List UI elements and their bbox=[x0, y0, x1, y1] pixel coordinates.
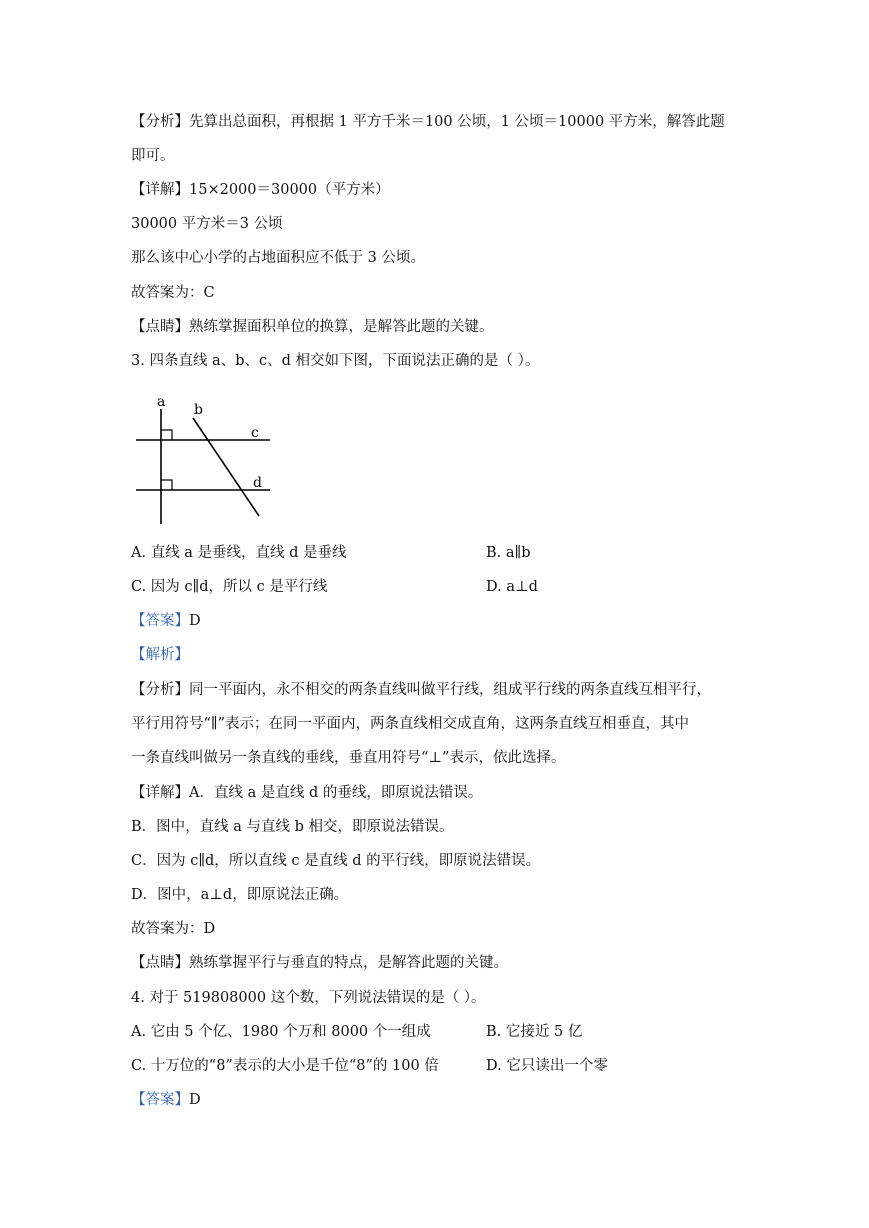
key-point-line: 【点睛】熟练掌握面积单位的换算，是解答此题的关键。 bbox=[131, 319, 494, 335]
answer-tag: 【答案】 bbox=[131, 613, 189, 629]
q3-detail-line-4: D．图中，a⊥d，即原说法正确。 bbox=[131, 887, 349, 903]
q3-explanation-tag: 【解析】 bbox=[131, 647, 189, 663]
label-d: d bbox=[253, 475, 262, 491]
question-4-stem: 4. 对于 519808000 这个数，下列说法错误的是（ ）。 bbox=[131, 990, 486, 1006]
q3-analysis-line-2: 平行用符号“∥”表示；在同一平面内，两条直线相交成直角，这两条直线互相垂直，其中 bbox=[131, 716, 690, 732]
solution-detail-line-3: 那么该中心小学的占地面积应不低于 3 公顷。 bbox=[131, 250, 425, 266]
answer-value: D bbox=[189, 613, 201, 629]
q3-option-d: D. a⊥d bbox=[486, 579, 538, 595]
q3-option-b: B. a∥b bbox=[486, 545, 531, 561]
right-angle-mark-c bbox=[161, 430, 172, 440]
q3-detail-line-3: C．因为 c∥d，所以直线 c 是直线 d 的平行线，即原说法错误。 bbox=[131, 853, 541, 869]
answer-tag: 【答案】 bbox=[131, 1092, 189, 1108]
solution-analysis-line-2: 即可。 bbox=[131, 148, 175, 164]
q3-detail-line-1: 【详解】A．直线 a 是直线 d 的垂线，即原说法错误。 bbox=[131, 785, 483, 801]
q3-answer bbox=[131, 611, 201, 631]
q3-key-point: 【点睛】熟练掌握平行与垂直的特点，是解答此题的关键。 bbox=[131, 955, 508, 971]
line-b bbox=[193, 418, 259, 516]
right-angle-mark-d bbox=[161, 480, 172, 490]
label-a: a bbox=[157, 394, 166, 410]
question-3-stem: 3. 四条直线 a、b、c、d 相交如下图，下面说法正确的是（ ）。 bbox=[131, 353, 540, 369]
q4-option-c: C. 十万位的“8”表示的大小是千位“8”的 100 倍 bbox=[131, 1058, 439, 1074]
solution-detail-line-1: 【详解】15×2000＝30000（平方米） bbox=[131, 182, 390, 198]
answer-statement: 故答案为：C bbox=[131, 285, 215, 301]
q3-option-a: A. 直线 a 是垂线，直线 d 是垂线 bbox=[131, 545, 347, 561]
solution-analysis-line-1: 【分析】先算出总面积，再根据 1 平方千米＝100 公顷，1 公顷＝10000 平方米，解答此题 bbox=[131, 114, 725, 130]
label-b: b bbox=[194, 402, 203, 418]
q4-answer bbox=[131, 1090, 201, 1110]
q3-option-c: C. 因为 c∥d，所以 c 是平行线 bbox=[131, 579, 328, 595]
q3-analysis-line-1: 【分析】同一平面内，永不相交的两条直线叫做平行线，组成平行线的两条直线互相平行， bbox=[131, 682, 711, 698]
q3-analysis-line-3: 一条直线叫做另一条直线的垂线，垂直用符号“⊥”表示，依此选择。 bbox=[131, 750, 566, 766]
q4-option-d: D. 它只读出一个零 bbox=[486, 1058, 608, 1074]
solution-detail-line-2: 30000 平方米＝3 公顷 bbox=[131, 216, 283, 232]
answer-value: D bbox=[189, 1092, 201, 1108]
label-c: c bbox=[251, 425, 259, 441]
q3-answer-statement: 故答案为：D bbox=[131, 921, 216, 937]
q3-detail-line-2: B．图中，直线 a 与直线 b 相交，即原说法错误。 bbox=[131, 819, 454, 835]
q4-option-a: A. 它由 5 个亿、1980 个万和 8000 个一组成 bbox=[131, 1024, 431, 1040]
intersecting-lines-figure bbox=[130, 392, 280, 532]
q4-option-b: B. 它接近 5 亿 bbox=[486, 1024, 583, 1040]
